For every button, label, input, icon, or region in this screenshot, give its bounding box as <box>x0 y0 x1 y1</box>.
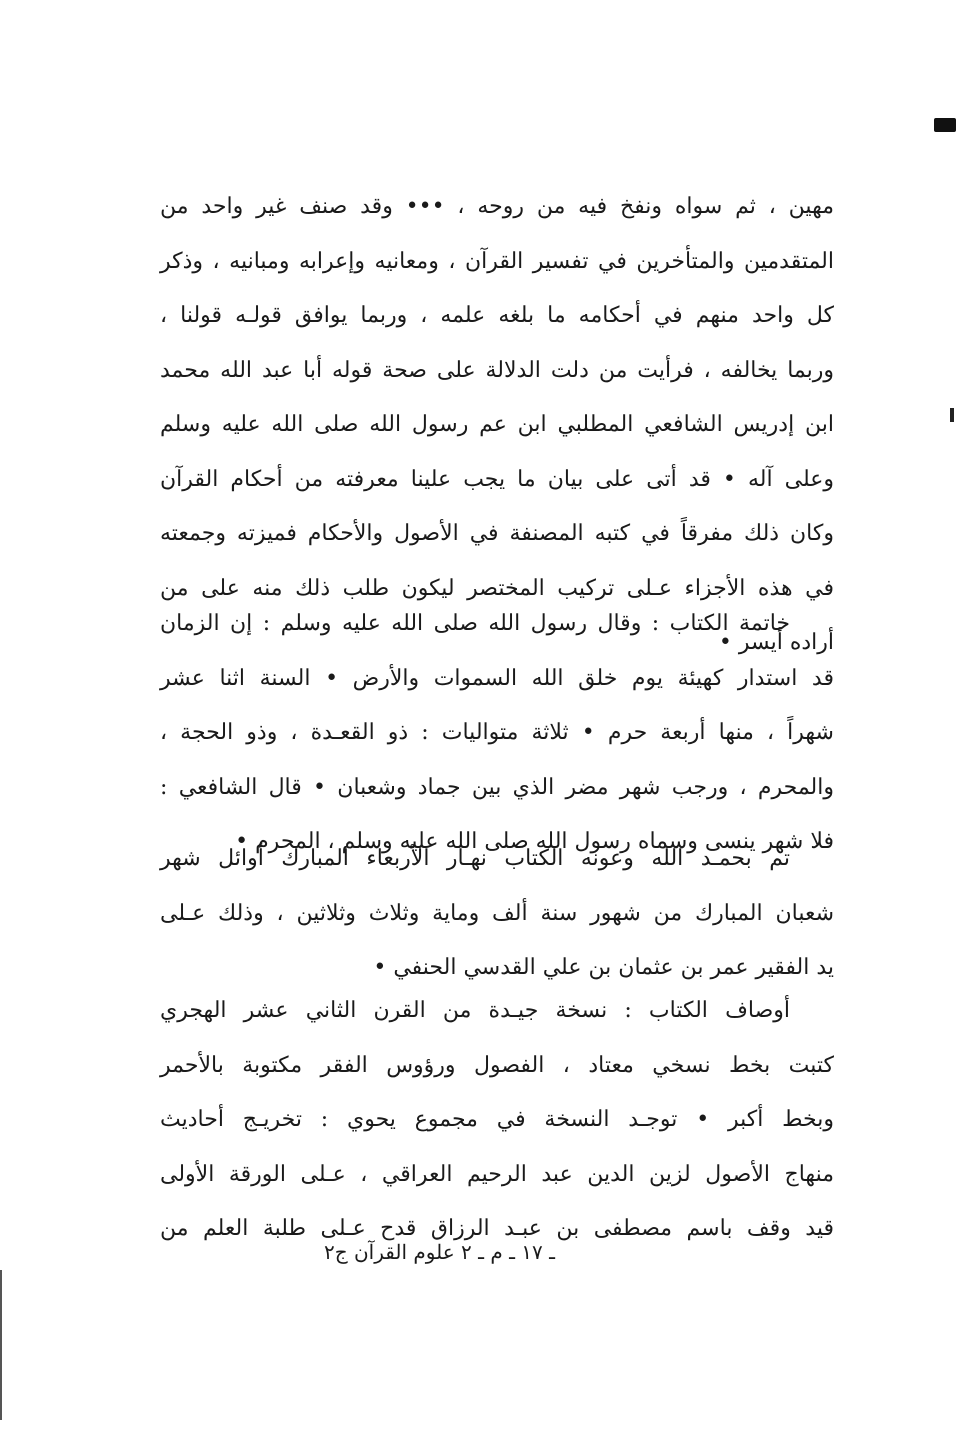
text-line: منهاج الأصول لزين الدين عبد الرحيم العراقي ، عـلى الورقة الأولى <box>160 1161 834 1187</box>
text-line: في هذه الأجزاء عـلى تركيب المختصر ليكون طلب ذلك منه على من <box>160 575 834 601</box>
text-line: والمحرم ، ورجب شهر مضر الذي بين جماد وشعبان • قال الشافعي : <box>160 774 834 800</box>
page-footer: ـ ١٧ ـ م ـ ٢ علوم القرآن ج٢ <box>323 1240 555 1264</box>
text-line: وربما يخالفه ، فرأيت من دلت الدلالة على صحة قوله أبا عبد الله محمد <box>160 357 834 383</box>
text-line: أراده أيسر • <box>718 630 834 655</box>
text-line: تم بحمـد الله وعونه الكتاب نهـار الأربعاء المبارك أوائل شهر <box>160 846 790 871</box>
text-line: شهراً ، منها أربعة حرم • ثلاثة متواليات : ذو القعـدة ، وذو الحجة ، <box>160 720 834 745</box>
text-line: كل واحد منهم في أحكامه ما بلغه علمه ، وربما يوافق قولـه قولنا ، <box>160 303 834 328</box>
scan-mark-top <box>934 118 956 132</box>
scan-mark-right <box>950 408 954 422</box>
colophon-paragraph <box>160 832 834 996</box>
text-line: أوصاف الكتاب : نسخة جيـدة من القرن الثاني عشر الهجري <box>160 998 790 1023</box>
text-line: ابن إدريس الشافعي المطلبي ابن عم رسول الله صلى الله عليه وسلم <box>160 412 834 437</box>
book-ending-paragraph <box>160 597 834 870</box>
text-line: وعلى آله • قد أتى على بيان ما يجب علينا معرفته من أحكام القرآن <box>160 466 834 492</box>
text-line: خاتمة الكتاب : وقال رسول الله صلى الله عليه وسلم : إن الزمان <box>160 611 790 636</box>
text-line: وبخط أكبر • توجـد النسخة في مجموع يحوي : تخريـج أحاديث <box>160 1107 834 1132</box>
manuscript-description-paragraph <box>160 984 834 1257</box>
text-line: شعبان المبارك من شهور سنة ألف وماية وثلاث وثلاثين ، وذلك عـلى <box>160 900 834 926</box>
text-line: كتبت بخط نسخي معتاد ، الفصول ورؤوس الفقر مكتوبة بالأحمر <box>160 1052 834 1078</box>
text-line: مهين ، ثم سواه ونفخ فيه من روحه ، ••• وقد صنف غير واحد من <box>160 194 834 219</box>
text-line: قد استدار كهيئة يوم خلق الله السموات والأرض • السنة اثنا عشر <box>160 665 834 691</box>
scan-edge-line <box>0 1270 2 1420</box>
text-line: المتقدمين والمتأخرين في تفسير القرآن ، ومعانيه وإعرابه ومبانيه ، وذكر <box>160 248 834 274</box>
text-line: وكان ذلك مفرقاً في كتبه المصنفة في الأصول والأحكام فميزته وجمعته <box>160 521 834 546</box>
text-line: يد الفقير عمر بن عثمان بن علي القدسي الحنفي • <box>373 955 834 980</box>
text-line: قيد وقف باسم مصطفى بن عبـد الرزاق قدح عـلى طلبة العلم من <box>160 1216 834 1241</box>
text-line: فلا شهر ينسى وسماه رسول الله صلى الله عليه وسلم ، المحرم • <box>235 829 834 854</box>
